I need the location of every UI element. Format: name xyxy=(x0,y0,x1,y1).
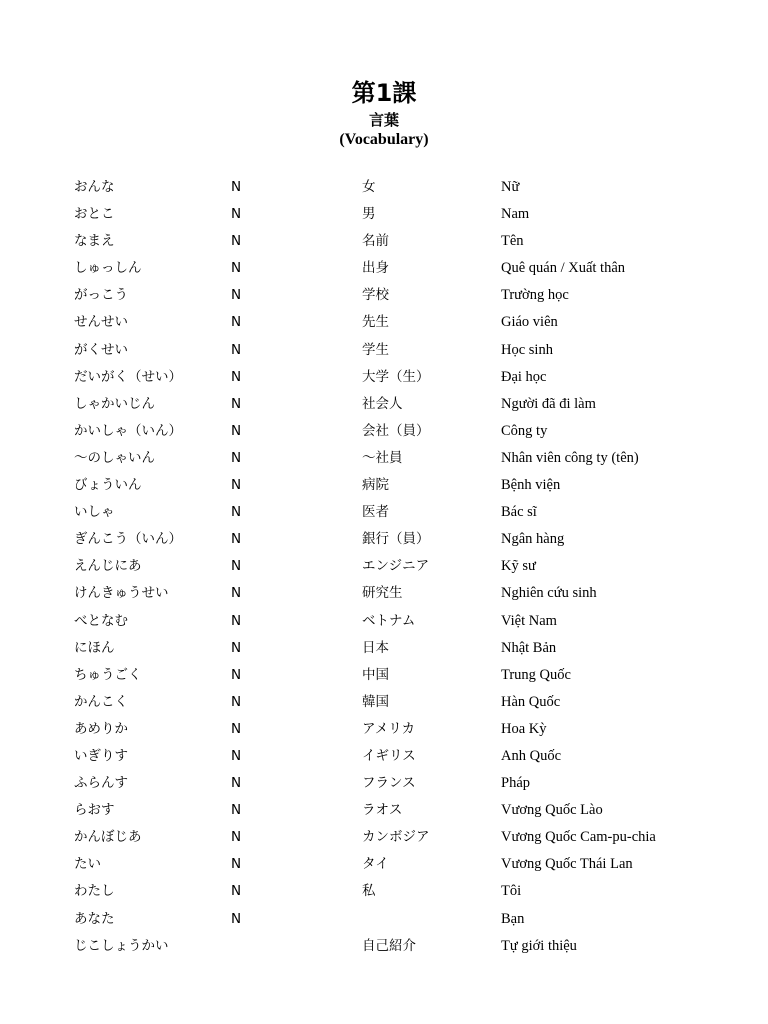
vocab-row xyxy=(0,309,768,336)
vocab-kana: わたし xyxy=(74,883,115,900)
vocab-row xyxy=(0,201,768,228)
vocab-row xyxy=(0,472,768,499)
vocab-row xyxy=(0,553,768,580)
vocab-meaning: Hàn Quốc xyxy=(501,693,561,710)
vocab-meaning: Giáo viên xyxy=(501,314,558,331)
vocab-kana: いしゃ xyxy=(74,504,115,521)
vocab-row xyxy=(0,418,768,445)
vocab-meaning: Bạn xyxy=(501,910,525,927)
vocab-part-of-speech: N xyxy=(231,910,242,927)
vocab-meaning: Vương Quốc Lào xyxy=(501,802,603,819)
vocab-kanji: アメリカ xyxy=(362,720,416,737)
vocab-row xyxy=(0,282,768,309)
vocab-part-of-speech: N xyxy=(231,585,242,602)
vocab-kana: しゅっしん xyxy=(74,260,142,277)
vocab-meaning: Nhân viên công ty (tên) xyxy=(501,449,639,466)
vocab-kanji: 社会人 xyxy=(362,395,403,412)
vocab-part-of-speech: N xyxy=(231,287,242,304)
vocab-meaning: Công ty xyxy=(501,422,548,439)
vocab-part-of-speech: N xyxy=(231,179,242,195)
vocab-kanji: 大学（生） xyxy=(362,368,430,385)
vocab-kanji: 銀行（員） xyxy=(362,531,430,548)
vocab-part-of-speech: N xyxy=(231,233,242,250)
vocab-part-of-speech: N xyxy=(231,531,242,548)
vocab-row xyxy=(0,337,768,364)
vocab-part-of-speech: N xyxy=(231,395,242,412)
vocab-kanji: 韓国 xyxy=(362,693,389,710)
vocab-part-of-speech: N xyxy=(231,504,242,521)
vocab-row xyxy=(0,391,768,418)
vocab-kana: ふらんす xyxy=(74,775,128,792)
vocab-kanji: 先生 xyxy=(362,314,389,331)
vocab-kanji: 女 xyxy=(362,179,376,195)
vocab-kana: しゃかいじん xyxy=(74,395,155,412)
vocab-row xyxy=(0,933,768,960)
vocab-part-of-speech: N xyxy=(231,206,242,223)
vocab-kana: ～のしゃいん xyxy=(74,449,155,466)
vocab-part-of-speech: N xyxy=(231,477,242,494)
vocab-kanji: 自己紹介 xyxy=(362,937,416,954)
vocab-part-of-speech: N xyxy=(231,422,242,439)
vocab-kanji: 日本 xyxy=(362,639,389,656)
vocab-part-of-speech: N xyxy=(231,314,242,331)
vocab-part-of-speech: N xyxy=(231,612,242,629)
vocab-kanji: エンジニア xyxy=(362,558,430,575)
vocab-part-of-speech: N xyxy=(231,829,242,846)
vocab-kanji: 中国 xyxy=(362,666,389,683)
vocab-meaning: Nhật Bản xyxy=(501,639,557,656)
vocab-row xyxy=(0,716,768,743)
vocab-kana: いぎりす xyxy=(74,747,128,764)
vocab-meaning: Người đã đi làm xyxy=(501,395,596,412)
vocab-row xyxy=(0,878,768,905)
vocab-meaning: Pháp xyxy=(501,775,530,792)
vocab-kana: びょういん xyxy=(74,477,142,494)
vocab-row xyxy=(0,689,768,716)
vocab-row xyxy=(0,662,768,689)
vocab-kana: じこしょうかい xyxy=(74,937,169,954)
vocab-kanji: 学校 xyxy=(362,287,389,304)
vocab-part-of-speech: N xyxy=(231,693,242,710)
vocab-kanji: 学生 xyxy=(362,341,389,358)
vocab-row xyxy=(0,743,768,770)
vocab-meaning: Việt Nam xyxy=(501,612,557,629)
vocab-kana: えんじにあ xyxy=(74,558,142,575)
vocab-row xyxy=(0,526,768,553)
vocab-part-of-speech: N xyxy=(231,856,242,873)
vocab-row xyxy=(0,770,768,797)
vocab-meaning: Nghiên cứu sinh xyxy=(501,585,597,602)
lesson-header xyxy=(0,76,768,150)
vocab-kana: せんせい xyxy=(74,314,128,331)
vocab-row xyxy=(0,499,768,526)
vocab-meaning: Quê quán / Xuất thân xyxy=(501,260,626,277)
vocab-meaning: Vương Quốc Cam-pu-chia xyxy=(501,829,656,846)
vocab-kana: あめりか xyxy=(74,720,128,737)
vocab-kana: がっこう xyxy=(74,287,128,304)
vocab-row xyxy=(0,635,768,662)
vocab-part-of-speech: N xyxy=(231,802,242,819)
vocab-kana: べとなむ xyxy=(74,612,128,629)
vocab-part-of-speech: N xyxy=(231,747,242,764)
vocab-row xyxy=(0,174,768,201)
vocab-part-of-speech: N xyxy=(231,883,242,900)
vocab-kanji: 会社（員） xyxy=(362,422,430,439)
vocab-meaning: Nữ xyxy=(501,179,520,195)
vocab-row xyxy=(0,228,768,255)
vocab-row xyxy=(0,797,768,824)
vocab-part-of-speech: N xyxy=(231,368,242,385)
vocab-kanji: 病院 xyxy=(362,477,389,494)
vocab-kana: おんな xyxy=(74,179,115,195)
vocab-kanji: 私 xyxy=(362,883,376,900)
vocab-kana: かんこく xyxy=(74,693,128,710)
vocab-meaning: Học sinh xyxy=(501,341,553,358)
vocab-row xyxy=(0,580,768,607)
vocab-meaning: Bệnh viện xyxy=(501,477,561,494)
vocab-part-of-speech: N xyxy=(231,639,242,656)
vocab-kanji: ベトナム xyxy=(362,612,416,629)
lesson-subtitle-english: (Vocabulary) xyxy=(339,131,429,148)
vocab-part-of-speech: N xyxy=(231,260,242,277)
vocab-kana: ちゅうごく xyxy=(74,666,142,683)
vocab-meaning: Ngân hàng xyxy=(501,531,565,548)
vocab-kana: かいしゃ（いん） xyxy=(74,422,182,439)
vocab-kanji: 出身 xyxy=(362,260,389,277)
vocab-kana: なまえ xyxy=(74,233,115,250)
vocab-kanji: フランス xyxy=(362,775,416,792)
vocab-kana: たい xyxy=(74,856,101,873)
vocab-meaning: Tôi xyxy=(501,883,522,900)
vocab-part-of-speech: N xyxy=(231,341,242,358)
vocab-part-of-speech: N xyxy=(231,720,242,737)
vocab-meaning: Tự giới thiệu xyxy=(501,937,577,954)
vocab-kana: おとこ xyxy=(74,206,115,223)
vocab-kanji: ～社員 xyxy=(362,449,403,466)
vocab-kana: にほん xyxy=(74,639,115,656)
vocab-kanji: カンボジア xyxy=(362,829,430,846)
vocab-kana: らおす xyxy=(74,802,115,819)
vocab-kana: あなた xyxy=(74,910,115,927)
vocab-meaning: Trung Quốc xyxy=(501,666,571,683)
vocab-meaning: Bác sĩ xyxy=(501,504,537,521)
vocab-kana: ぎんこう（いん） xyxy=(74,531,182,548)
vocab-row xyxy=(0,824,768,851)
vocab-meaning: Đại học xyxy=(501,368,547,385)
vocab-kanji: 名前 xyxy=(362,233,389,250)
vocab-kanji: タイ xyxy=(362,856,389,873)
vocab-row xyxy=(0,608,768,635)
vocab-kanji: 研究生 xyxy=(362,585,403,602)
vocab-part-of-speech: N xyxy=(231,449,242,466)
vocab-meaning: Vương Quốc Thái Lan xyxy=(501,856,633,873)
vocabulary-list xyxy=(0,174,768,960)
vocab-meaning: Tên xyxy=(501,233,524,250)
vocab-kanji: 男 xyxy=(362,206,376,223)
vocab-kana: がくせい xyxy=(74,341,128,358)
vocab-meaning: Nam xyxy=(501,206,530,223)
vocab-kana: かんぼじあ xyxy=(74,829,142,846)
vocab-part-of-speech: N xyxy=(231,775,242,792)
vocab-row xyxy=(0,851,768,878)
vocab-kana: けんきゅうせい xyxy=(74,585,169,602)
vocab-kanji: 医者 xyxy=(362,504,389,521)
vocab-row xyxy=(0,445,768,472)
vocab-kana: だいがく（せい） xyxy=(74,368,182,385)
vocab-part-of-speech: N xyxy=(231,558,242,575)
vocab-meaning: Kỹ sư xyxy=(501,558,536,575)
lesson-title: 第1課 xyxy=(351,79,417,107)
lesson-subtitle: 言葉 xyxy=(368,111,399,129)
vocab-part-of-speech: N xyxy=(231,666,242,683)
vocab-row xyxy=(0,364,768,391)
vocab-meaning: Anh Quốc xyxy=(501,747,562,764)
vocab-kanji: ラオス xyxy=(362,802,403,819)
vocab-meaning: Trường học xyxy=(501,287,569,304)
vocab-row xyxy=(0,906,768,933)
vocab-kanji: イギリス xyxy=(362,747,416,764)
vocab-row xyxy=(0,255,768,282)
vocab-meaning: Hoa Kỳ xyxy=(501,720,547,737)
